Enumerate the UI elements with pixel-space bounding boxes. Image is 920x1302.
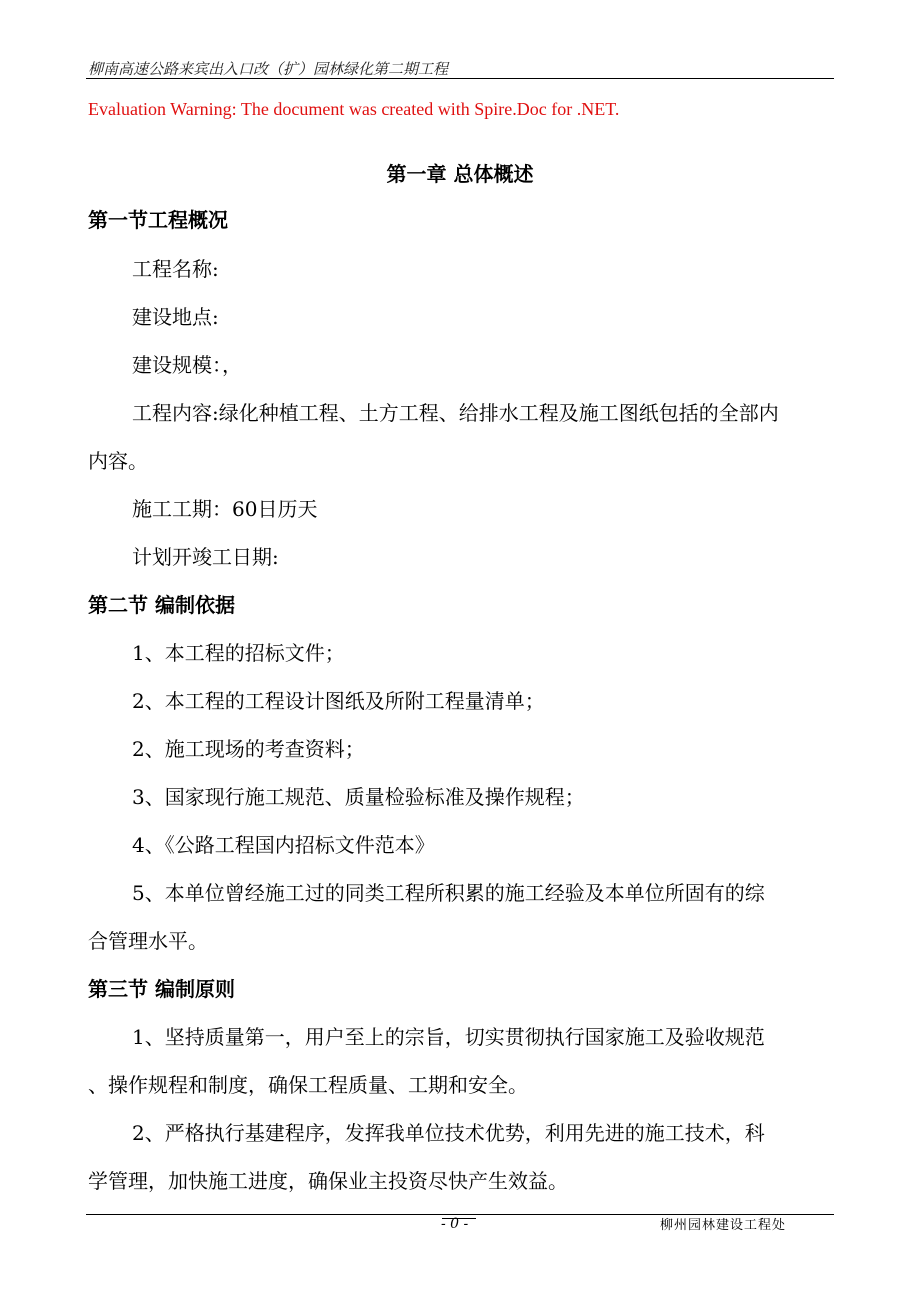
page-number: - 0 - <box>441 1216 469 1232</box>
construction-duration: 施工工期：60日历天 <box>132 497 318 521</box>
build-location: 建设地点: <box>132 305 219 329</box>
footer-dash <box>822 1214 834 1215</box>
basis-item-2: 2、本工程的工程设计图纸及所附工程量清单； <box>132 689 545 713</box>
chapter-title: 第一章 总体概述 <box>386 162 534 186</box>
section2-title: 第二节 编制依据 <box>88 593 235 617</box>
header-title: 柳南高速公路来宾出入口改（扩）园林绿化第二期工程 <box>88 60 449 78</box>
principle-2-line1: 2、严格执行基建程序，发挥我单位技术优势，利用先进的施工技术，科 <box>132 1121 765 1145</box>
footer-organization: 柳州园林建设工程处 <box>660 1218 787 1233</box>
basis-item-4: 3、国家现行施工规范、质量检验标准及操作规程； <box>132 785 585 809</box>
project-content-line1: 工程内容:绿化种植工程、土方工程、给排水工程及施工图纸包括的全部内 <box>132 401 779 425</box>
project-name: 工程名称: <box>132 257 219 281</box>
principle-1-line1: 1、坚持质量第一，用户至上的宗旨，切实贯彻执行国家施工及验收规范 <box>132 1025 765 1049</box>
basis-item-3: 2、施工现场的考查资料； <box>132 737 365 761</box>
basis-item-6-line1: 5、本单位曾经施工过的同类工程所积累的施工经验及本单位所固有的综 <box>132 881 765 905</box>
header-rule <box>86 78 834 79</box>
build-scale: 建设规模：， <box>132 353 242 377</box>
project-content-line2: 内容。 <box>88 449 148 473</box>
basis-item-5: 4、《公路工程国内招标文件范本》 <box>132 833 435 857</box>
planned-schedule: 计划开竣工日期: <box>132 545 279 569</box>
section3-title: 第三节 编制原则 <box>88 977 235 1001</box>
section1-title: 第一节工程概况 <box>88 208 228 232</box>
principle-1-line2: 、操作规程和制度，确保工程质量、工期和安全。 <box>88 1073 528 1097</box>
principle-2-line2: 学管理，加快施工进度，确保业主投资尽快产生效益。 <box>88 1169 568 1193</box>
basis-item-1: 1、本工程的招标文件； <box>132 641 345 665</box>
evaluation-warning: Evaluation Warning: The document was created with Spire.Doc for .NET. <box>88 99 620 119</box>
basis-item-6-line2: 合管理水平。 <box>88 929 208 953</box>
